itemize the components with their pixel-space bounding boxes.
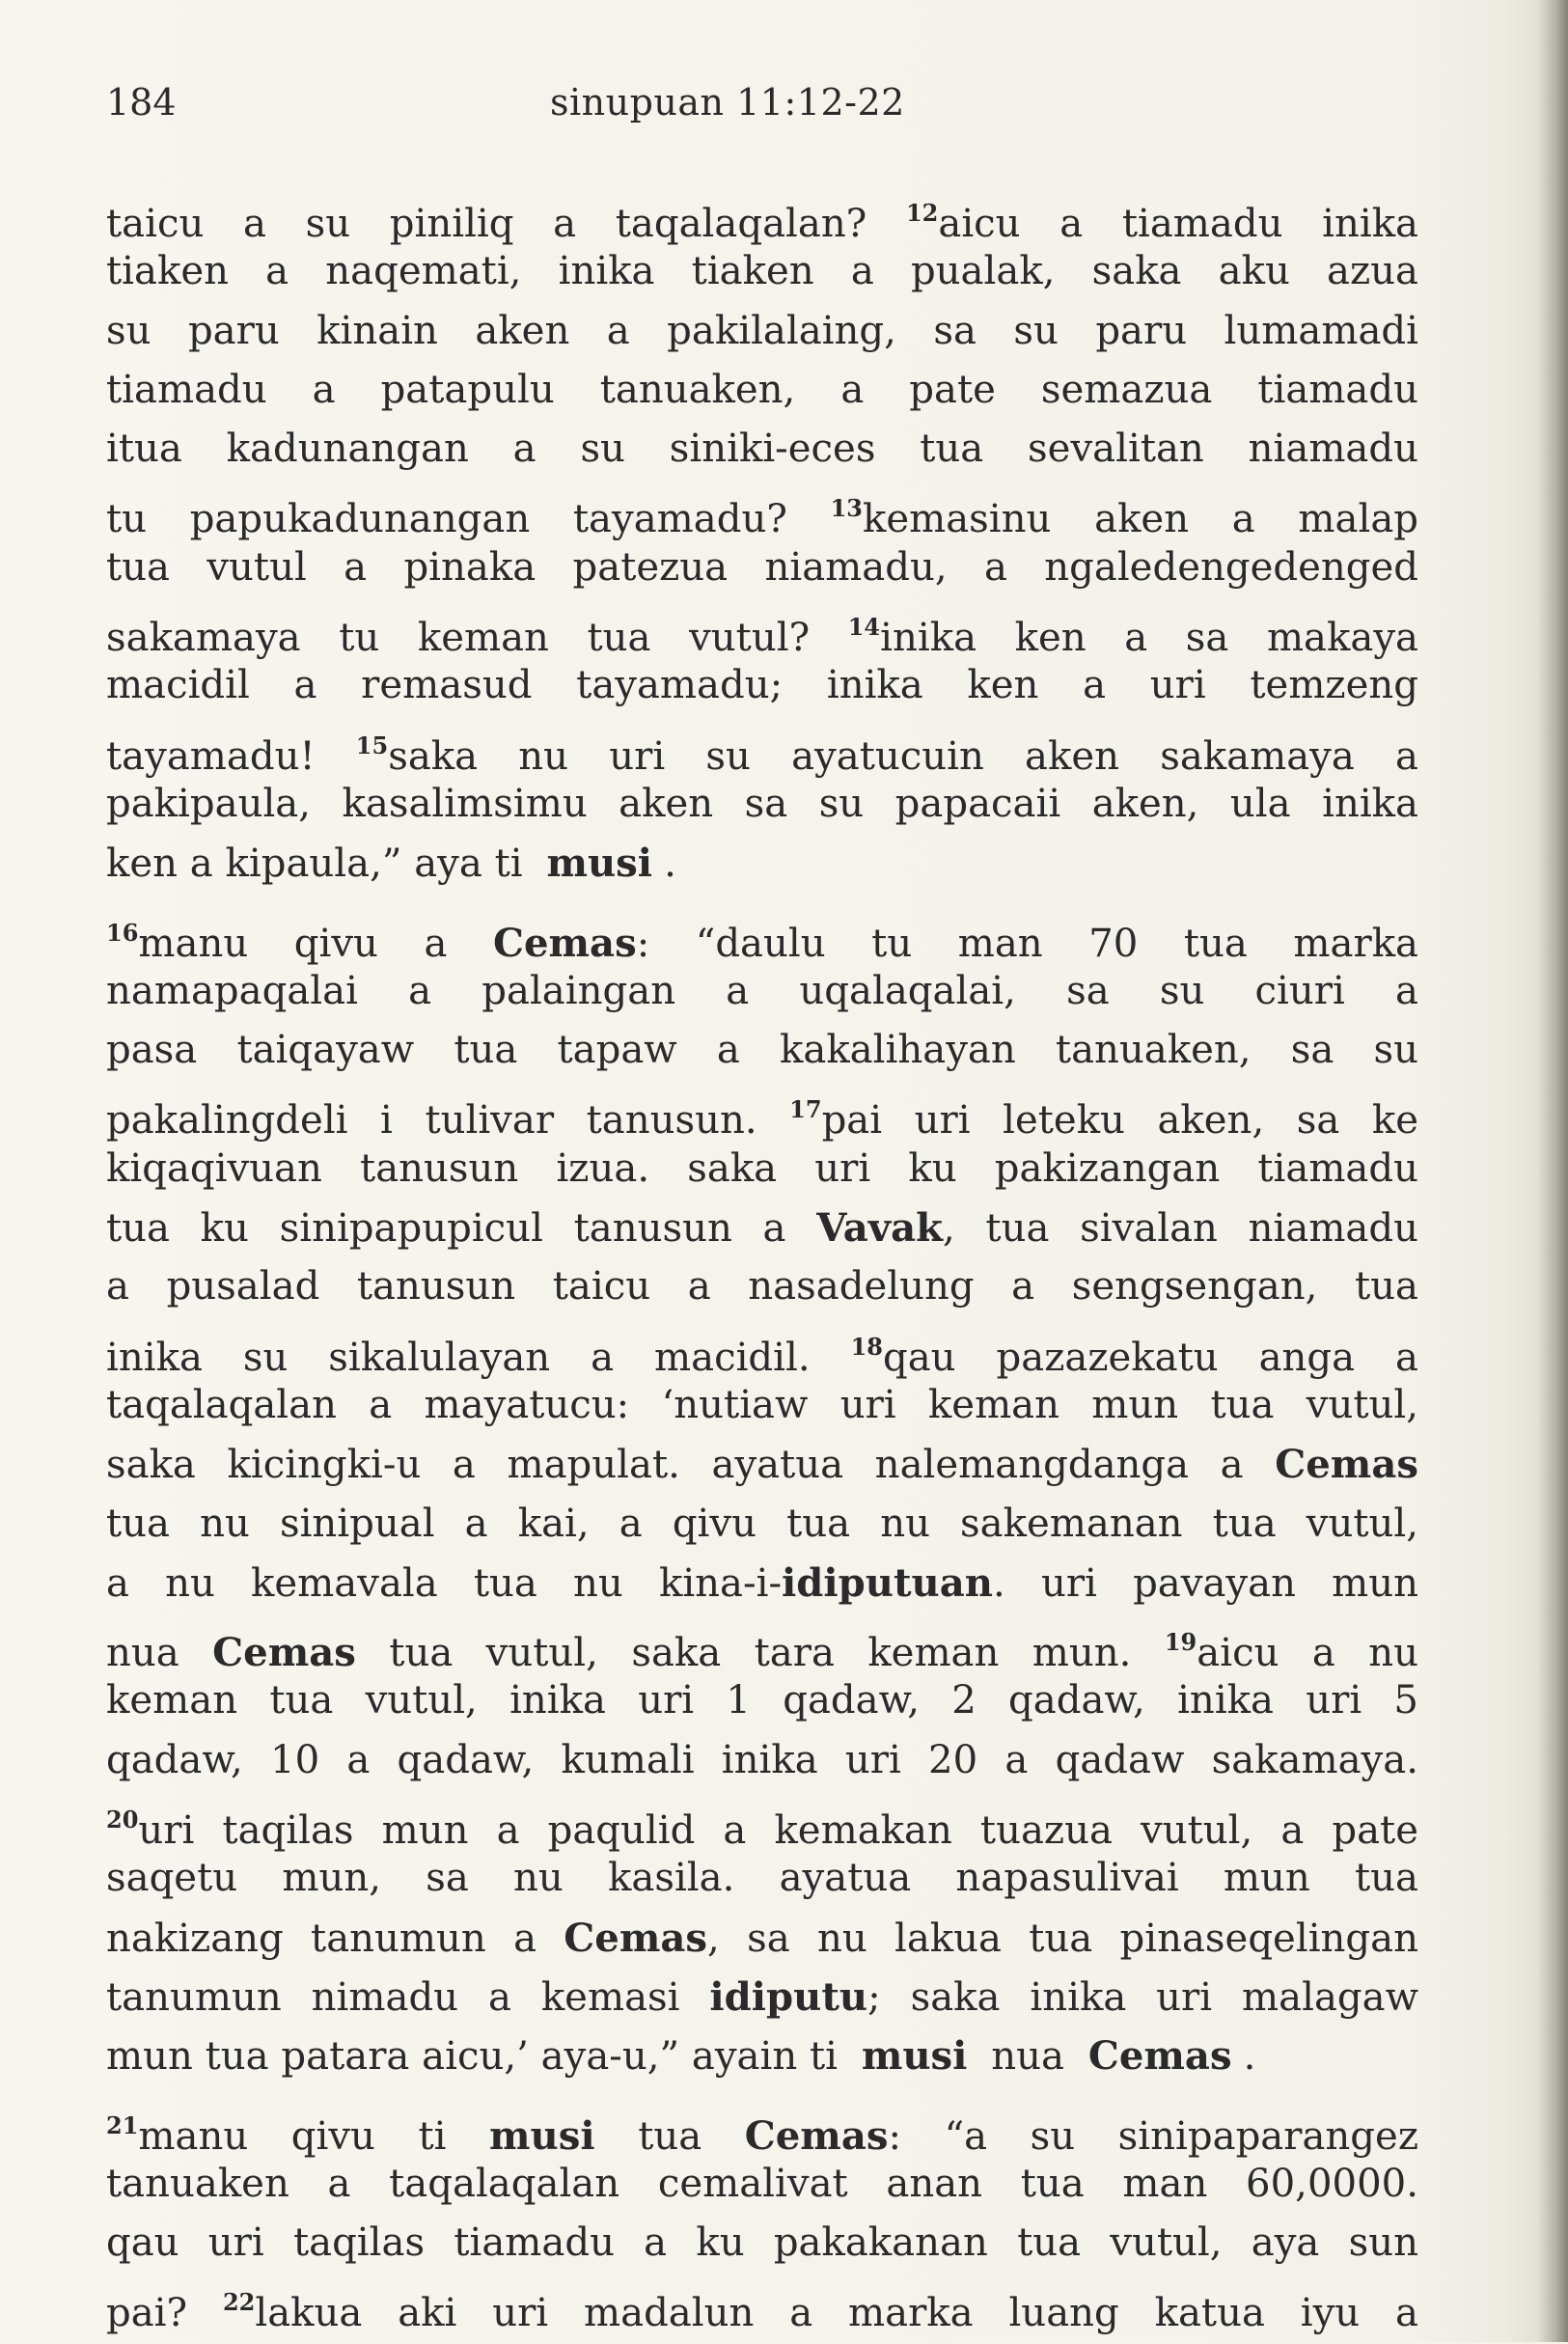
text-line (106, 302, 1418, 361)
text-line (106, 2096, 1418, 2159)
text-line (106, 1376, 1418, 1435)
bold-term: Cemas (212, 1630, 356, 1676)
text-run: kemasinu aken a malap (862, 497, 1419, 542)
text-run: pai uri leteku aken, sa ke (821, 1098, 1418, 1144)
page-header (106, 81, 1409, 139)
verse-number: 21 (106, 2110, 139, 2139)
text-line (106, 597, 1418, 661)
text-line (106, 1435, 1418, 1494)
text-run: , sa nu lakua tua pinaseqelingan (707, 1916, 1418, 1961)
text-line (106, 903, 1419, 966)
text-line (106, 1909, 1418, 1968)
page-spine-shadow (1537, 0, 1568, 2342)
text-run: tua vutul a pinaka patezua niamadu, a ngaledengedenged (106, 544, 1418, 590)
text-run: sakamaya tu keman tua vutul? (106, 616, 848, 661)
text-run: , tua sivalan niamadu (942, 1206, 1418, 1252)
text-line (106, 183, 1419, 246)
text-line (106, 1257, 1418, 1316)
running-title: sinupuan 11:12-22 (550, 81, 905, 124)
text-line (106, 775, 1418, 834)
text-line (106, 2155, 1418, 2214)
text-run: qau pazazekatu anga a (883, 1335, 1418, 1380)
text-run: ken a kipaula,” aya ti (106, 841, 536, 887)
bold-term: musi (489, 2112, 595, 2159)
verse-number: 19 (1164, 1628, 1197, 1657)
text-run: nua (978, 2034, 1077, 2080)
text-run: pai? (106, 2291, 223, 2336)
text-run: taqalaqalan a mayatucu: ‘nutiaw uri keman mun tua vutul, (106, 1382, 1418, 1427)
text-run: . uri pavayan mun (993, 1560, 1419, 1606)
verse-number: 15 (355, 731, 389, 759)
text-line (106, 716, 1419, 779)
text-line (106, 656, 1418, 715)
text-run: aicu a nu (1197, 1631, 1418, 1676)
text-line (106, 2214, 1418, 2273)
bold-term: Cemas (1087, 2033, 1232, 2080)
text-run: inika ken a sa makaya (880, 616, 1418, 661)
text-run: tua (594, 2113, 745, 2159)
text-run: saqetu mun, sa nu kasila. ayatua napasulivai mun tua (106, 1856, 1418, 1901)
text-line (106, 242, 1418, 301)
text-line (106, 479, 1419, 542)
text-line (106, 962, 1418, 1021)
text-run: tua nu sinipual a kai, a qivu tua nu sakemanan tua vutul, (106, 1501, 1418, 1546)
text-run: a nu kemavala tua nu kina-i- (106, 1560, 783, 1606)
text-line (106, 1731, 1418, 1790)
bold-term: Cemas (1275, 1442, 1418, 1488)
bold-term: idiputu (709, 1973, 868, 2020)
body-text (106, 183, 1419, 2336)
text-line (106, 1554, 1418, 1613)
text-line (106, 1790, 1418, 1854)
verse-number: 14 (847, 613, 881, 642)
text-run: tua vutul, saka tara keman mun. (355, 1631, 1165, 1676)
text-run: pasa taiqayaw tua tapaw a kakalihayan tanuaken, sa su (106, 1028, 1418, 1073)
text-run: nua (106, 1631, 213, 1676)
text-run: tua ku sinipapupicul tanusun a (106, 1206, 817, 1252)
text-run: keman tua vutul, inika uri 1 qadaw, 2 qadaw, inika uri 5 (106, 1678, 1418, 1724)
text-line (106, 1317, 1418, 1380)
verse-number: 16 (106, 918, 139, 947)
text-run: tu papukadunangan tayamadu? (106, 497, 831, 542)
text-run: lakua aki uri madalun a marka luang katua iyu a (255, 2291, 1418, 2336)
bold-term: musi (861, 2033, 968, 2080)
text-line (106, 1140, 1418, 1199)
text-run: tiamadu a patapulu tanuaken, a pate semazua tiamadu (106, 367, 1418, 412)
text-line (106, 1080, 1418, 1144)
text-line (106, 1495, 1418, 1554)
text-run: : “daulu tu man 70 tua marka (636, 921, 1419, 966)
text-line (106, 2027, 1418, 2085)
text-run: pakalingdeli i tulivar tanusun. (106, 1098, 790, 1144)
text-line (106, 1849, 1418, 1908)
text-run: tanumun nimadu a kemasi (106, 1974, 710, 2020)
text-run: . (664, 841, 676, 887)
text-run: qau uri taqilas tiamadu a ku pakakanan tua vutul, aya sun (106, 2220, 1418, 2266)
verse-number: 17 (789, 1095, 822, 1124)
bold-term: Cemas (564, 1915, 708, 1961)
page-number: 184 (106, 81, 177, 124)
paragraph-gap (106, 894, 1418, 903)
text-run: nakizang tanumun a (106, 1916, 564, 1961)
text-run: tanuaken a taqalaqalan cemalivat anan tua man 60,0000. (106, 2161, 1418, 2206)
text-line (106, 1021, 1418, 1080)
text-run: qadaw, 10 a qadaw, kumali inika uri 20 a qadaw sakamaya. (106, 1737, 1418, 1782)
text-line (106, 1671, 1418, 1730)
paragraph-gap (106, 2086, 1418, 2096)
verse-number: 18 (850, 1332, 883, 1361)
text-run: mun tua patara aicu,’ aya-u,” ayain ti (106, 2034, 850, 2080)
text-run: inika su sikalulayan a macidil. (106, 1335, 851, 1380)
text-run: aicu a tiamadu inika (938, 202, 1419, 246)
text-run: taicu a su piniliq a taqalaqalan? (106, 202, 906, 246)
text-run: manu qivu a (138, 921, 493, 966)
bold-term: Cemas (492, 920, 637, 966)
text-run: uri taqilas mun a paqulid a kemakan tuazua vutul, a pate (138, 1808, 1418, 1854)
text-run: namapaqalai a palaingan a uqalaqalai, sa su ciuri a (106, 968, 1418, 1013)
text-run: . (1243, 2034, 1256, 2080)
bold-term: idiputuan (782, 1559, 994, 1606)
bold-term: musi (546, 841, 653, 887)
bold-term: Vavak (816, 1205, 943, 1252)
bold-term: Cemas (744, 2112, 889, 2159)
text-line (106, 361, 1418, 420)
text-run: saka kicingki-u a mapulat. ayatua nalemangdanga a (106, 1443, 1276, 1488)
text-line (106, 834, 1418, 893)
text-line (106, 538, 1418, 597)
verse-number: 12 (905, 199, 939, 227)
text-line (106, 1613, 1418, 1676)
verse-number: 13 (830, 494, 863, 523)
text-run: su paru kinain aken a pakilalaing, sa su paru lumamadi (106, 308, 1418, 353)
text-run: saka nu uri su ayatucuin aken sakamaya a (388, 733, 1419, 779)
text-run: tiaken a naqemati, inika tiaken a pualak, saka aku azua (106, 249, 1418, 294)
verse-number: 20 (106, 1806, 139, 1834)
text-run: tayamadu! (106, 733, 356, 779)
text-line (106, 1199, 1418, 1257)
text-run: : “a su sinipaparangez (888, 2113, 1418, 2159)
text-run: ; saka inika uri malagaw (867, 1974, 1418, 2020)
text-run: macidil a remasud tayamadu; inika ken a uri temzeng (106, 663, 1418, 708)
text-line (106, 2273, 1418, 2336)
text-run: kiqaqivuan tanusun izua. saka uri ku pakizangan tiamadu (106, 1145, 1418, 1191)
text-run: a pusalad tanusun taicu a nasadelung a sengsengan, tua (106, 1264, 1418, 1310)
text-run: manu qivu ti (138, 2113, 490, 2159)
verse-number: 22 (222, 2288, 256, 2317)
text-line (106, 1968, 1418, 2027)
text-line (106, 420, 1418, 479)
text-run: itua kadunangan a su siniki-eces tua sevalitan niamadu (106, 427, 1418, 472)
text-run: pakipaula, kasalimsimu aken sa su papacaii aken, ula inika (106, 781, 1418, 826)
